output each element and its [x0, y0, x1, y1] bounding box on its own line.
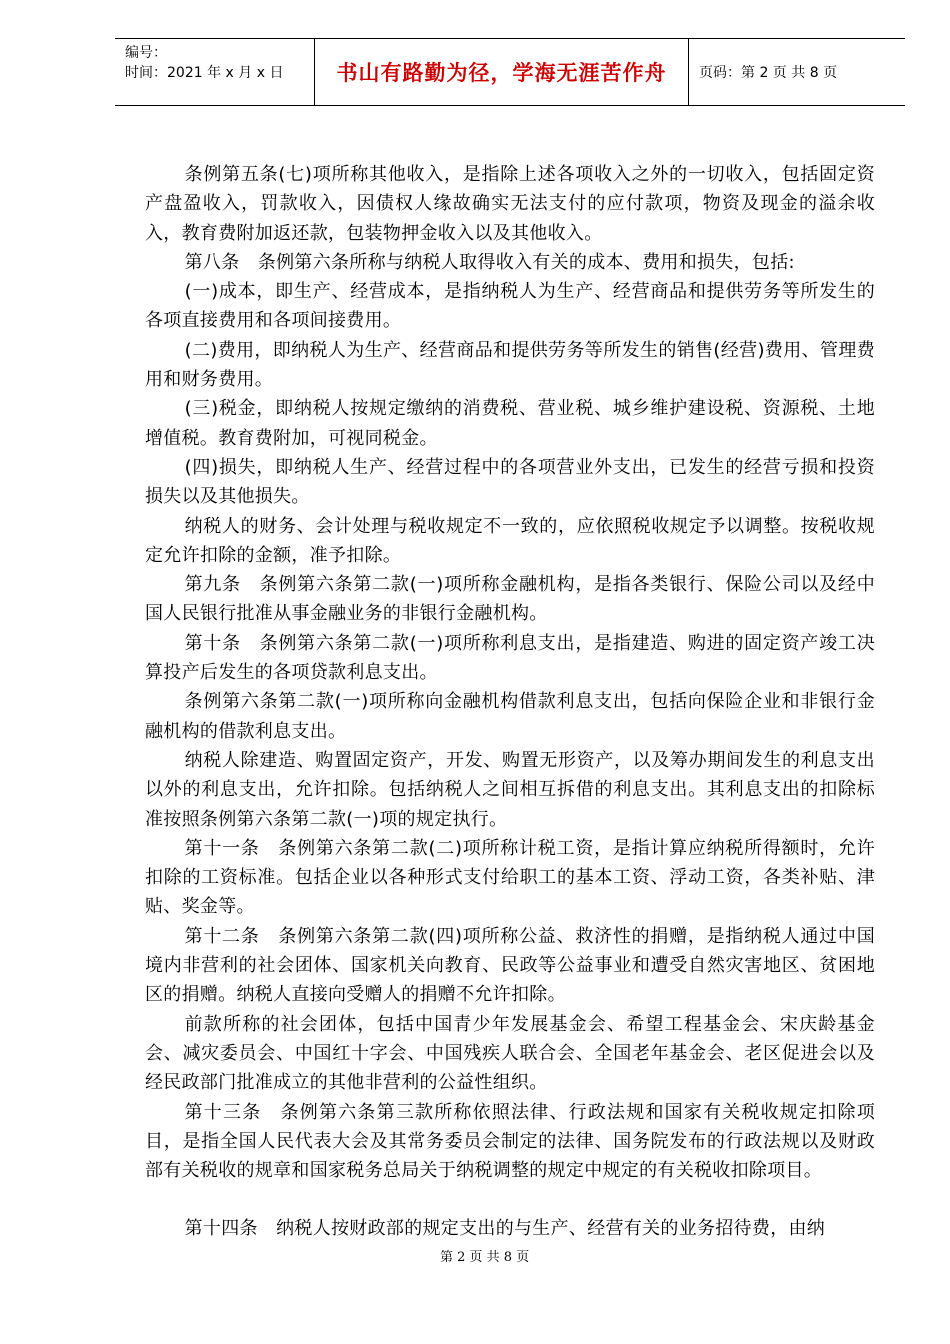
paragraph: 前款所称的社会团体，包括中国青少年发展基金会、希望工程基金会、宋庆龄基金会、减灾委员会、中国红十字会、中国残疾人联合会、全国老年基金会、老区促进会以及经民政部门批准成立的其他非营利的公益性组织。 — [145, 1013, 875, 1094]
document-time-label: 时间：2021 年 x 月 x 日 — [125, 65, 284, 81]
header-meta — [115, 39, 315, 105]
paragraph: (二)费用，即纳税人为生产、经营商品和提供劳务等所发生的销售(经营)费用、管理费用和财务费用。 — [145, 339, 875, 391]
paragraph: 纳税人除建造、购置固定资产，开发、购置无形资产，以及筹办期间发生的利息支出以外的利息支出，允许扣除。包括纳税人之间相互拆借的利息支出。其利息支出的扣除标准按照条例第六条第二款(一)项的规定执行。 — [145, 749, 875, 830]
header-page-number: 页码：第 2 页 共 8 页 — [699, 65, 838, 81]
paragraph: 第十二条 条例第六条第二款(四)项所称公益、救济性的捐赠，是指纳税人通过中国境内非营利的社会团体、国家机关向教育、民政等公益事业和遭受自然灾害地区、贫困地区的捐赠。纳税人直接向受赠人的捐赠不允许扣除。 — [145, 925, 875, 1006]
paragraph: 第十四条 纳税人按财政部的规定支出的与生产、经营有关的业务招待费，由纳 — [184, 1218, 826, 1240]
paragraph: (一)成本，即生产、经营成本，是指纳税人为生产、经营商品和提供劳务等所发生的各项直接费用和各项间接费用。 — [145, 281, 875, 332]
paragraph: 第八条 条例第六条所称与纳税人取得收入有关的成本、费用和损失，包括: — [184, 251, 795, 273]
header-motto: 书山有路勤为径，学海无涯苦作舟 — [315, 39, 689, 105]
paragraph: 条例第六条第二款(一)项所称向金融机构借款利息支出，包括向保险企业和非银行金融机构的借款利息支出。 — [145, 691, 875, 742]
page-footer: 第 2 页 共 8 页 — [440, 1250, 530, 1265]
document-number-label: 编号： — [125, 45, 167, 61]
paragraph: 第九条 条例第六条第二款(一)项所称金融机构，是指各类银行、保险公司以及经中国人民银行批准从事金融业务的非银行金融机构。 — [145, 574, 875, 625]
document-body — [145, 160, 875, 1244]
paragraph: 第十一条 条例第六条第二款(二)项所称计税工资，是指计算应纳税所得额时，允许扣除的工资标准。包括企业以各种形式支付给职工的基本工资、浮动工资，各类补贴、津贴、奖金等。 — [145, 837, 875, 918]
paragraph: 纳税人的财务、会计处理与税收规定不一致的，应依照税收规定予以调整。按税收规定允许扣除的金额，准予扣除。 — [145, 515, 875, 566]
paragraph: 条例第五条(七)项所称其他收入，是指除上述各项收入之外的一切收入，包括固定资产盘盈收入，罚款收入，因债权人缘故确实无法支付的应付款项，物资及现金的溢余收入，教育费附加返还款，包装物押金收入以及其他收入。 — [145, 164, 875, 244]
paragraph: (四)损失，即纳税人生产、经营过程中的各项营业外支出，已发生的经营亏损和投资损失以及其他损失。 — [145, 456, 875, 508]
document-header — [115, 38, 905, 106]
paragraph: 第十条 条例第六条第二款(一)项所称利息支出，是指建造、购进的固定资产竣工决算投产后发生的各项贷款利息支出。 — [145, 632, 875, 684]
paragraph: (三)税金，即纳税人按规定缴纳的消费税、营业税、城乡维护建设税、资源税、土地增值税。教育费附加，可视同税金。 — [145, 398, 875, 449]
paragraph: 第十三条 条例第六条第三款所称依照法律、行政法规和国家有关税收规定扣除项目，是指全国人民代表大会及其常务委员会制定的法律、国务院发布的行政法规以及财政部有关税收的规章和国家税务总局关于纳税调整的规定中规定的有关税收扣除项目。 — [145, 1101, 875, 1182]
